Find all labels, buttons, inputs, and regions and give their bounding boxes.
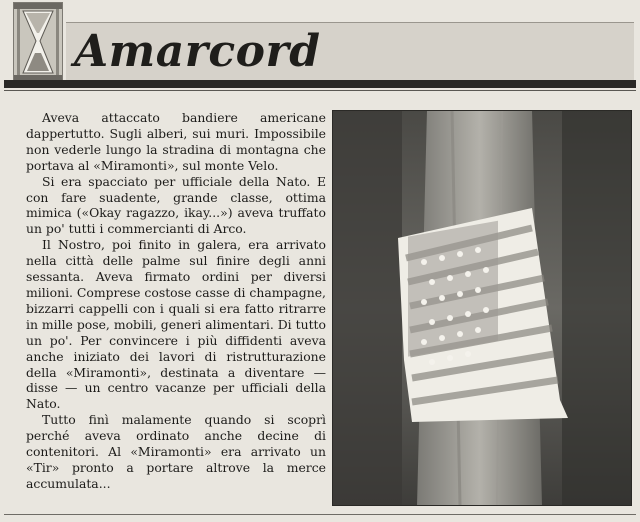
article-paragraph: Tutto finì malamente quando si scoprì perché aveva ordinato anche decine di contenitori. Al «Miramonti» era arrivato un «Tir» pronto a portare altrove la merce accumulata... xyxy=(26,412,326,491)
article-paragraph: Si era spacciato per ufficiale della Nato. E con fare suadente, grande classe, ottima mimica («Okay ragazzo, ikay...») aveva truffato un po' tutti i commercianti di Arco. xyxy=(26,173,326,237)
article-paragraph: Il Nostro, poi finito in galera, era arrivato nella città delle palme sul finire degli anni sessanta. Aveva firmato ordini per diversi milioni. Comprese costose casse di champagne, bizzarri cappelli con i quali si era fatto ritrarre in mille pose, mobili, generi alimentari. Di tutto un po'. Per convincere i più diffidenti aveva anche iniziato dei lavori di ristrutturazione della «Miramonti», destinata a diventare — disse — un centro vacanze per ufficiali della Nato. xyxy=(26,237,326,412)
article-photo xyxy=(332,110,632,506)
column-title: Amarcord xyxy=(74,26,321,77)
hourglass-icon xyxy=(13,2,63,82)
header-rule xyxy=(4,80,636,88)
bottom-rule xyxy=(4,514,636,515)
article-paragraph: Aveva attaccato bandiere americane dappertutto. Sugli alberi, sui muri. Impossibile non vederle lungo la stradina di montagna che portava al «Miramonti», sul monte Velo. xyxy=(26,110,326,173)
article-body xyxy=(26,110,326,515)
header-divider xyxy=(4,90,636,91)
